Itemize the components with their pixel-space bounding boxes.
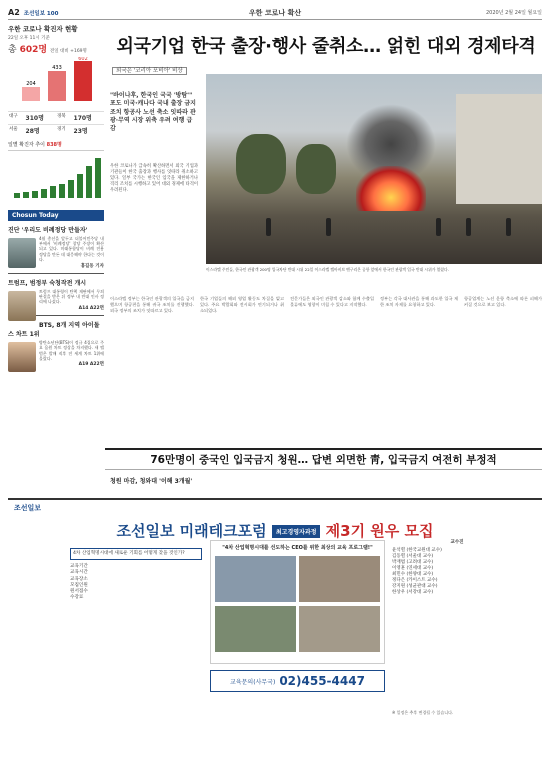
region-value: 170명 — [73, 112, 104, 125]
bar-23-label: 602 — [78, 57, 88, 62]
news-item-title[interactable]: BTS, 8개 지역 아이돌스 차트 1위 — [8, 321, 100, 338]
kicker-text: 외국은 '코리아 포비아' 비상 — [112, 67, 187, 75]
building — [456, 94, 542, 204]
ad-faculty-item: 윤석렬 (한국교원대 교수) — [392, 548, 442, 553]
total-count-row — [8, 42, 104, 55]
ad-title-highlight: 제3기 원우 모집 — [325, 522, 434, 540]
region-table — [8, 111, 104, 138]
region-value: 28명 — [25, 125, 56, 138]
page-header — [8, 6, 542, 20]
ad-faculty-item: 김동렬 (서울대 교수) — [392, 554, 434, 559]
ad-info-headline: 4차 산업혁명시대에 새로운 기회를 어떻게 찾을 것인가? — [70, 548, 202, 560]
main-article — [110, 24, 542, 485]
bar-21 — [22, 87, 40, 101]
article-deck: "바이나후, 한국인 국국 '방탐'" 포도 미국·캐나다 국내 출장 금지 조치 항공사 노선 축소 잇따라 관광·무역 시장 위축 우려 여행 급감 — [110, 92, 196, 133]
region-name: 서울 — [8, 125, 25, 138]
ad-info-item: 원서접수 — [70, 589, 88, 595]
bar-23 — [74, 61, 92, 101]
article-column: 정부는 각국 대사관을 통해 과도한 입국 제한 조치 자제를 요청하고 있다. — [380, 296, 458, 307]
ad-faculty-item: 강지원 (성균관대 교수) — [392, 584, 438, 589]
bar-21-label: 204 — [26, 81, 36, 87]
stats-subtitle: 22일 오후 11시 기준 — [8, 36, 50, 41]
region-name: 대구 — [8, 112, 25, 125]
avatar — [8, 342, 36, 372]
ad-photo — [215, 606, 296, 652]
ad-info-list — [70, 564, 202, 601]
ad-badge: 최고경영자과정 — [272, 525, 321, 538]
news-item-text: 4월 총선을 앞두고 더불어민주당 내부에서 '비례정당' 창당 주장이 확산되고 있다. 미래통합당이 비례 전용 정당을 만든 데 대응해야 한다는 것이다. — [39, 235, 104, 263]
ad-note: ※ 일정은 추후 변경될 수 있습니다. — [392, 710, 454, 715]
trend-bar — [68, 180, 74, 198]
news-photo[interactable] — [206, 74, 542, 264]
region-value: 310명 — [25, 112, 56, 125]
fire — [356, 166, 426, 211]
trend-bar — [14, 193, 20, 197]
second-subhead: 청원 마감, 청와대 '이해 3개월' — [110, 478, 193, 485]
bar-22-label: 433 — [52, 65, 62, 71]
advertisement[interactable] — [8, 498, 542, 750]
ad-faculty — [392, 540, 522, 596]
photo-caption: 이스라엘 주민들, 한국인 관광객 200명 입국차단 반대 시위 22일 이스라엘 텔아비브 벤구리온 공항 앞에서 한국인 관광객 입국 반대 시위가 열렸다. — [206, 267, 449, 272]
avatar — [8, 238, 36, 268]
ad-photo-panel — [210, 540, 385, 664]
ad-title — [8, 520, 542, 541]
ad-phone-label: 교육문의(사무국) — [230, 678, 276, 686]
bar-22 — [48, 71, 66, 101]
trend-chart — [8, 150, 104, 206]
ad-info-item: 모집인원 — [70, 582, 88, 588]
article-column: 한국 기업들의 해외 영업 활동도 차질을 빚고 있다. 주요 박람회와 전시회가 연기되거나 취소되었다. — [200, 296, 284, 313]
trend-bar — [86, 166, 92, 197]
ad-photo — [215, 556, 296, 602]
news-item-title[interactable]: 진단 '우리도 비례정당 만들자' — [8, 226, 88, 234]
trend-bar — [41, 189, 47, 198]
left-sidebar — [8, 24, 104, 524]
region-name: 경기 — [56, 125, 73, 138]
ad-photo-grid — [211, 554, 384, 604]
news-item — [8, 340, 104, 368]
person — [506, 218, 511, 236]
total-delta: 전일 대비 +169명 — [49, 49, 87, 54]
ad-brand: 조선일보 — [14, 504, 42, 512]
ad-faculty-item: 박재범 (고려대 교수) — [392, 560, 434, 565]
ad-photo — [299, 556, 380, 602]
trend-bar — [59, 184, 65, 197]
issue-date: 2020년 2월 24일 월요일 — [485, 10, 542, 16]
region-value: 23명 — [73, 125, 104, 138]
person — [326, 218, 331, 236]
page-number: A2 — [8, 8, 20, 17]
article-column: 전문가들은 외국인 관광객 감소와 함께 수출입 물류에도 영향이 미칠 수 있다고 지적했다. — [290, 296, 374, 307]
ad-faculty-title: 교수진 — [450, 540, 464, 545]
tree — [296, 144, 336, 194]
ad-info-item: 교육기간 — [70, 564, 88, 570]
second-headline[interactable]: 76만명이 중국인 입국금지 청원… 답변 외면한 靑, 입국금지 여전히 부정적 — [105, 448, 542, 470]
news-item-title[interactable]: 트럼프, 범정부 숙청작전 개시 — [8, 279, 87, 287]
region-name: 경북 — [56, 112, 73, 125]
ad-faculty-item: 정다은 (카이스트 교수) — [392, 578, 438, 583]
article-column: 이스라엘 정부는 한국인 관광객의 입국을 금지했으며 항공편을 통해 귀국 조치를 진행했다. 외국 정부의 조치가 잇따르고 있다. — [110, 296, 194, 313]
ad-photo-grid — [211, 604, 384, 654]
tree — [236, 134, 286, 194]
ad-faculty-item: 최민수 (한양대 교수) — [392, 572, 434, 577]
ad-title-main: 조선일보 미래테크포럼 — [116, 522, 267, 540]
news-byline: A14 A22면 — [78, 305, 104, 311]
person — [466, 218, 471, 236]
divider — [8, 273, 104, 274]
news-byline: 홍길동 기자 — [80, 263, 104, 269]
ad-faculty-item: 한상우 (서강대 교수) — [392, 590, 434, 595]
ad-panel-title: "4차 산업혁명시대를 선도하는 CEO를 위한 최상의 교육 프로그램!" — [222, 545, 373, 551]
total-label: 총 — [8, 45, 17, 55]
trend-bar — [95, 158, 101, 198]
trend-bar — [77, 174, 83, 197]
person — [436, 218, 441, 236]
kicker — [112, 66, 542, 74]
news-item-text: 트럼프 대통령이 탄핵 재판에서 무죄 판결을 받은 뒤 정부 내 반대 인사 정리에 나섰다. — [39, 288, 104, 305]
avatar — [8, 291, 36, 321]
chosun-today-bar: Chosun Today — [8, 210, 104, 221]
ad-info — [70, 548, 202, 601]
ad-faculty-item: 이영훈 (연세대 교수) — [392, 566, 434, 571]
trend-bar — [50, 186, 56, 197]
person — [266, 218, 271, 236]
news-item — [8, 236, 104, 269]
ad-phone-number: 02)455-4447 — [279, 674, 365, 688]
main-headline[interactable]: 외국기업 한국 출장·행사 줄취소… 얽힌 대외 경제타격 — [116, 36, 536, 57]
ad-info-item: 수강료 — [70, 595, 84, 601]
trend-value: 838명 — [46, 141, 62, 148]
ad-phone[interactable] — [210, 670, 385, 692]
trend-title: 일별 확진자 추이 — [8, 141, 45, 148]
article-body: 우한 코로나가 급속히 확산하면서 외국 기업과 기관들이 한국 출장과 행사를 잇따라 취소하고 있다. 일부 국가는 한국인 입국을 제한하거나 격리 조치를 시행하고 있어 대외 경제에 타격이 우려된다. — [110, 164, 198, 193]
newspaper-logo: 조선일보 100 — [23, 10, 59, 17]
trend-title-row — [8, 141, 104, 148]
news-item-text: 방탄소년단(BTS)이 정규 4집으로 주요 음원 차트 정상을 차지했다. 새 앨범은 발매 직후 전 세계 차트 1위에 올랐다. — [39, 339, 104, 361]
section-title: 우한 코로나 확산 — [248, 8, 302, 17]
total-count: 602명 — [19, 45, 48, 55]
trend-bar — [32, 191, 38, 198]
trend-bar — [23, 192, 29, 197]
news-byline: A19 A22면 — [78, 362, 104, 368]
article-column: 항공업계는 노선 운항 축소에 따른 피해가 커질 것으로 보고 있다. — [464, 296, 542, 307]
daily-count-chart — [8, 57, 104, 105]
ad-photo — [299, 606, 380, 652]
ad-info-item: 교육시간 — [70, 570, 88, 576]
stats-title: 우한 코로나 확진자 현황 — [8, 25, 78, 33]
news-item — [8, 289, 104, 311]
ad-info-item: 교육장소 — [70, 576, 88, 582]
